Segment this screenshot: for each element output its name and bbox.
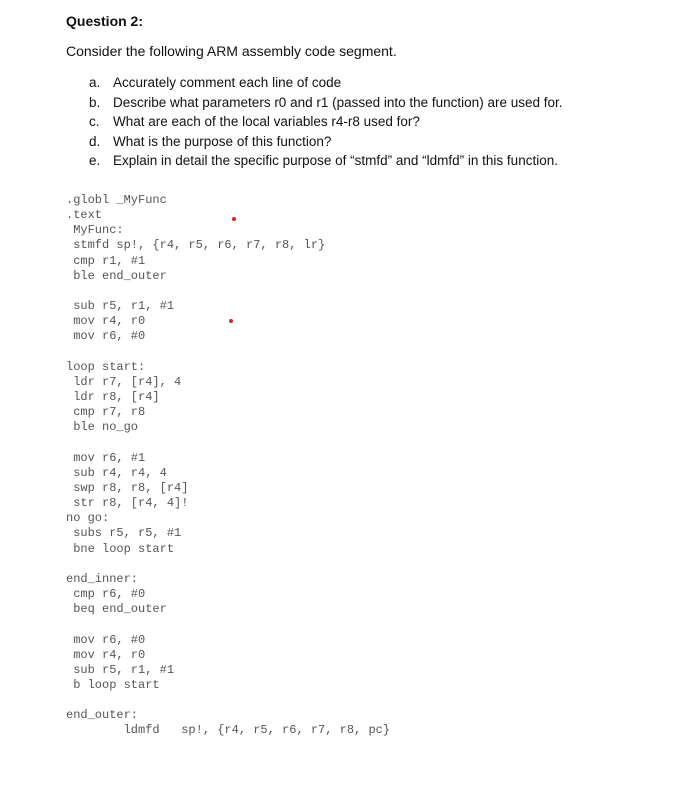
code-line: mov r6, #0 [66, 632, 146, 647]
code-line: loop start: [66, 359, 146, 374]
question-item-a [89, 73, 563, 93]
code-line: ldmfd sp!, {r4, r5, r6, r7, r8, pc} [66, 723, 391, 738]
code-line: .globl _MyFunc [66, 193, 167, 207]
question-item-b [89, 93, 563, 113]
question-intro: Consider the following ARM assembly code segment. [66, 43, 397, 59]
question-heading: Question 2: [66, 13, 144, 29]
code-line: ble end_outer [66, 268, 167, 283]
code-line: .text [66, 208, 103, 223]
code-line: end_outer: [66, 708, 139, 723]
item-text: Explain in detail the specific purpose of “stmfd” and “ldmfd” in this function. [113, 153, 558, 168]
code-line: ldr r8, [r4] [66, 390, 160, 405]
code-line: sub r5, r1, #1 [66, 299, 175, 314]
code-line: b loop start [66, 678, 160, 692]
code-line: sub r4, r4, 4 [66, 465, 167, 480]
code-line: cmp r1, #1 [66, 253, 146, 268]
item-marker: b. [89, 94, 101, 110]
code-line: mov r4, r0 [66, 314, 146, 329]
item-marker: a. [89, 75, 101, 90]
code-line: MyFunc: [66, 223, 124, 238]
item-marker: d. [89, 133, 101, 149]
red-dot-mark [232, 217, 236, 221]
item-text: What are each of the local variables r4-r8 used for? [113, 114, 420, 129]
item-marker: e. [89, 153, 101, 168]
code-line: subs r5, r5, #1 [66, 526, 182, 541]
code-line: cmp r6, #0 [66, 587, 146, 602]
code-line: bne loop start [66, 541, 175, 556]
code-line: no go: [66, 511, 110, 526]
code-line: beq end_outer [66, 602, 167, 617]
code-line: ble no_go [66, 420, 139, 435]
question-item-c [89, 112, 563, 132]
code-line: swp r8, r8, [r4] [66, 480, 189, 495]
code-line: stmfd sp!, {r4, r5, r6, r7, r8, lr} [66, 238, 326, 253]
item-text: Accurately comment each line of code [113, 75, 342, 90]
code-line: mov r4, r0 [66, 647, 146, 662]
item-text: Describe what parameters r0 and r1 (passed into the function) are used for. [113, 94, 563, 110]
item-marker: c. [89, 114, 100, 129]
item-text: What is the purpose of this function? [113, 133, 332, 149]
code-line: mov r6, #0 [66, 329, 146, 344]
code-line: end_inner: [66, 571, 139, 586]
question-item-d [89, 132, 563, 152]
red-dot-mark [229, 319, 233, 323]
question-item-e [89, 151, 563, 171]
code-line: sub r5, r1, #1 [66, 662, 175, 677]
code-line: cmp r7, r8 [66, 405, 146, 420]
code-line: str r8, [r4, 4]! [66, 496, 189, 511]
assembly-code-block [66, 193, 390, 739]
code-line: mov r6, #1 [66, 450, 146, 465]
question-list [89, 73, 563, 171]
code-line: ldr r7, [r4], 4 [66, 374, 182, 389]
